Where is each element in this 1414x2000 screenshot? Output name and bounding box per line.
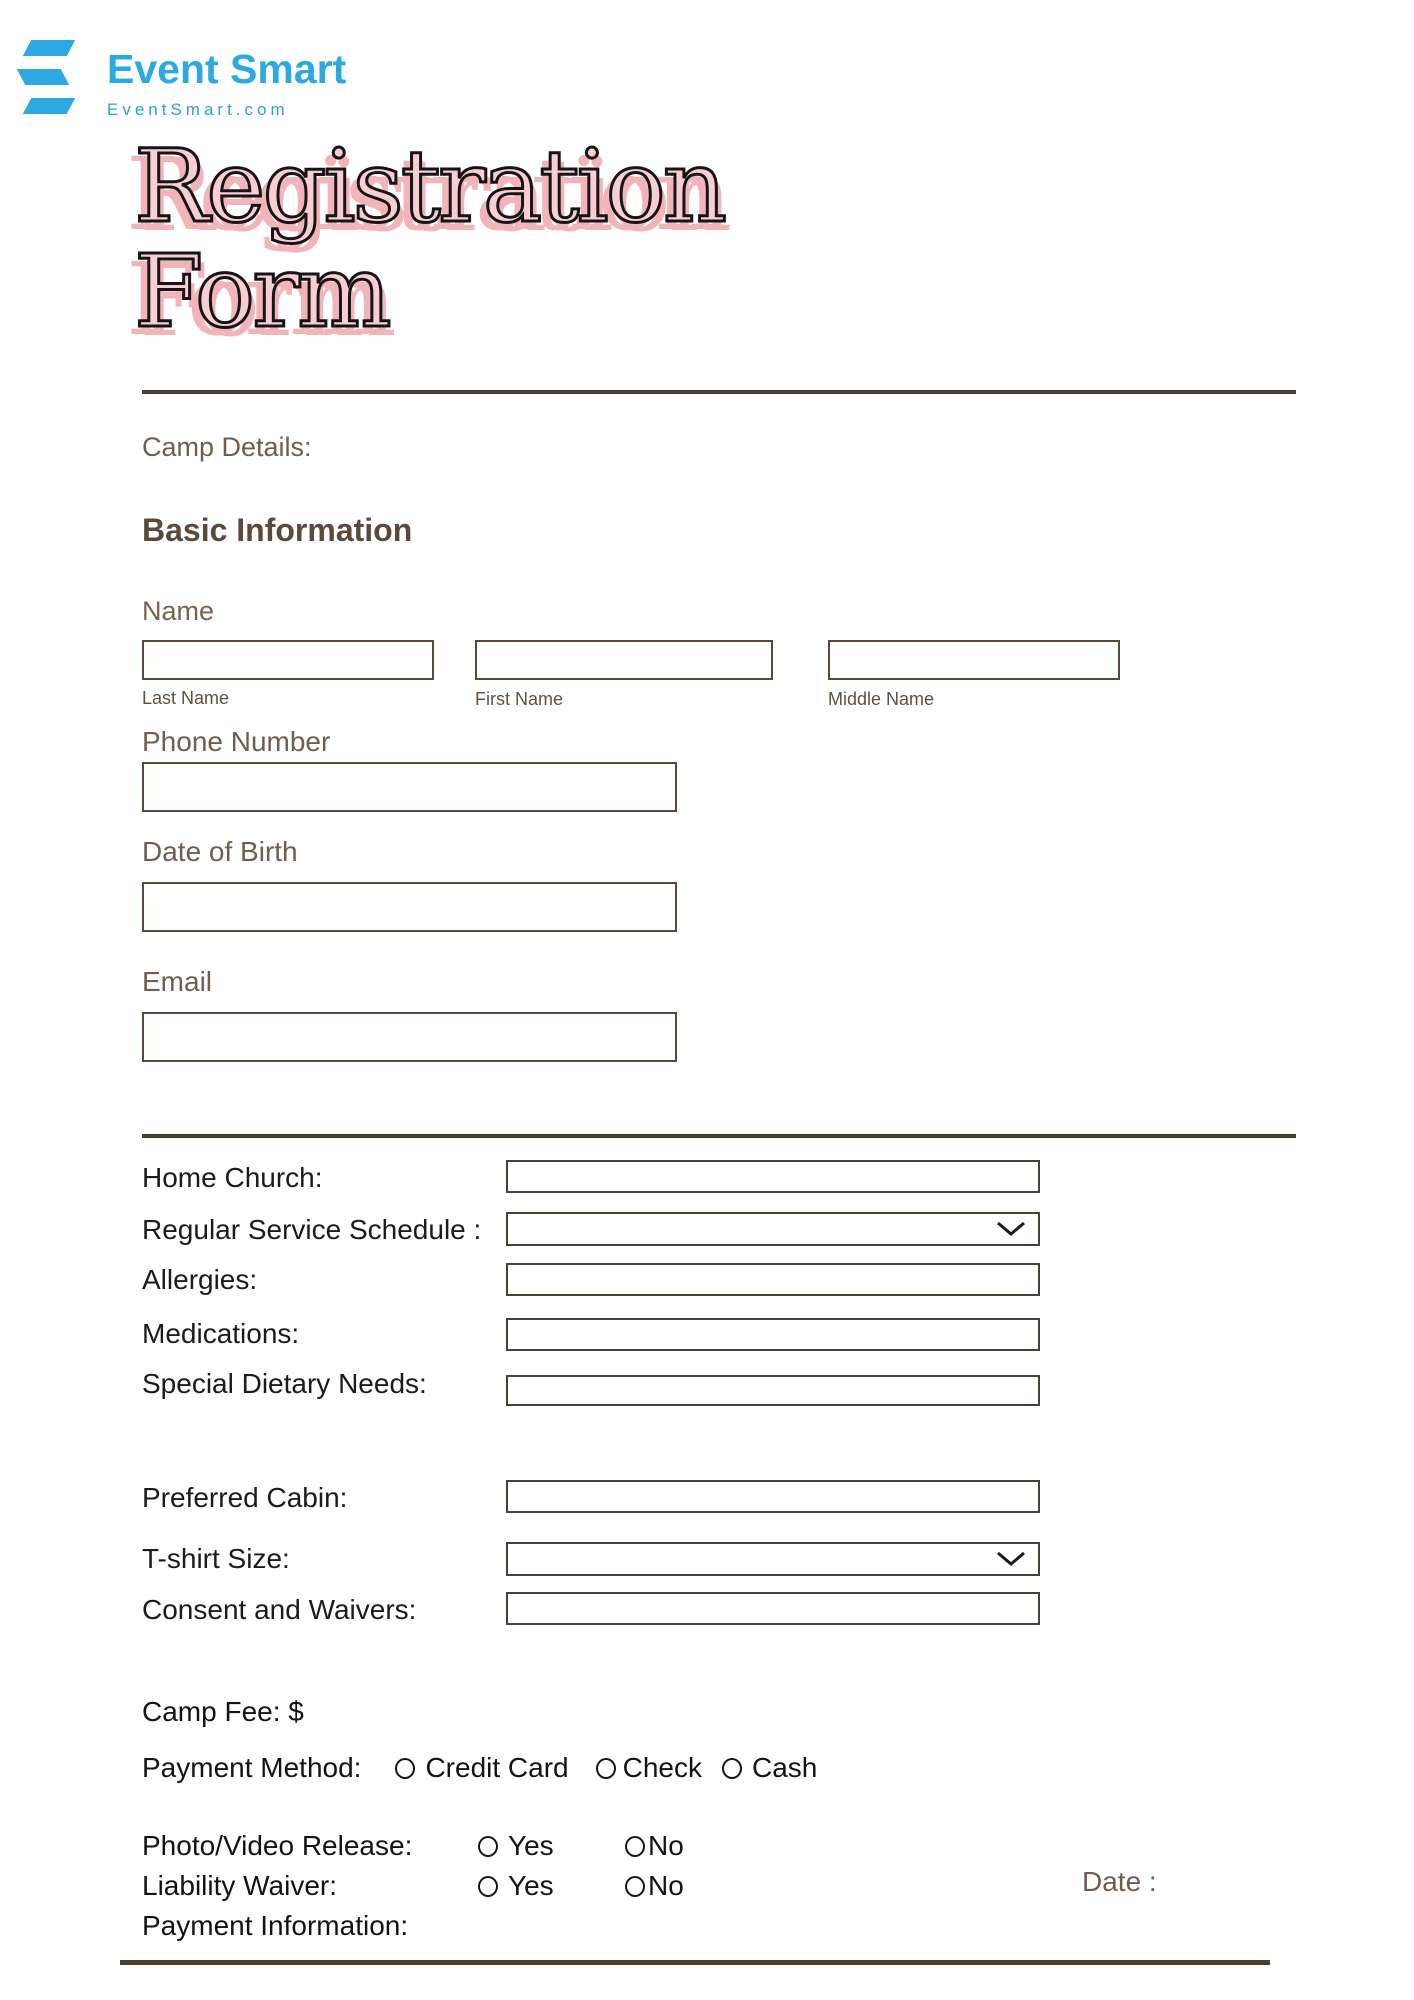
- special-dietary-needs-input[interactable]: [506, 1375, 1040, 1406]
- chevron-down-icon: [996, 1551, 1026, 1567]
- payment-option-check: [596, 1752, 702, 1784]
- consent-waivers-label: Consent and Waivers:: [142, 1594, 417, 1625]
- last-name-input[interactable]: [142, 640, 434, 680]
- camp-fee-label: Camp Fee: $: [142, 1696, 304, 1727]
- basic-information-heading: Basic Information: [142, 512, 413, 548]
- photo-release-yes-option: [478, 1830, 625, 1862]
- logo-bar-icon: [17, 69, 70, 85]
- photo-release-yes-radio[interactable]: [478, 1836, 498, 1857]
- liability-waiver-row: [142, 1866, 1296, 1906]
- liability-no-label: No: [648, 1870, 684, 1901]
- tshirt-size-label: T-shirt Size:: [142, 1543, 290, 1574]
- liability-no-radio[interactable]: [625, 1876, 645, 1897]
- medications-input[interactable]: [506, 1318, 1040, 1351]
- payment-option-credit-card: [395, 1752, 568, 1784]
- liability-yes-radio[interactable]: [478, 1876, 498, 1897]
- logo-bar-icon: [23, 40, 76, 56]
- brand-domain: EventSmart.com: [107, 100, 289, 119]
- liability-waiver-label: Liability Waiver:: [142, 1870, 338, 1901]
- chevron-down-icon: [996, 1221, 1026, 1237]
- allergies-label: Allergies:: [142, 1264, 258, 1295]
- camp-details-label: Camp Details:: [142, 432, 312, 462]
- event-smart-logo-icon: [19, 40, 75, 116]
- cash-radio[interactable]: [722, 1758, 742, 1779]
- regular-service-schedule-label: Regular Service Schedule :: [142, 1214, 482, 1245]
- date-of-birth-label: Date of Birth: [142, 836, 298, 867]
- photo-release-no-radio[interactable]: [625, 1836, 645, 1857]
- first-name-input[interactable]: [475, 640, 773, 680]
- middle-name-input[interactable]: [828, 640, 1120, 680]
- payment-information-row: [142, 1906, 408, 1946]
- preferred-cabin-input[interactable]: [506, 1480, 1040, 1513]
- credit-card-radio[interactable]: [395, 1758, 415, 1779]
- logo-bar-icon: [23, 98, 76, 114]
- allergies-input[interactable]: [506, 1263, 1040, 1296]
- cash-label: Cash: [752, 1752, 818, 1783]
- home-church-label: Home Church:: [142, 1162, 323, 1193]
- payment-method-label: Payment Method:: [142, 1752, 362, 1783]
- medications-label: Medications:: [142, 1318, 300, 1349]
- tshirt-size-select[interactable]: [506, 1542, 1040, 1576]
- payment-information-label: Payment Information:: [142, 1910, 409, 1941]
- check-radio[interactable]: [596, 1758, 616, 1779]
- bottom-divider: [120, 1960, 1270, 1965]
- middle-name-sublabel: Middle Name: [828, 689, 935, 709]
- page-title: [134, 128, 725, 350]
- special-dietary-needs-label: Special Dietary Needs:: [142, 1368, 427, 1399]
- phone-number-input[interactable]: [142, 762, 677, 812]
- regular-service-schedule-select[interactable]: [506, 1212, 1040, 1246]
- home-church-input[interactable]: [506, 1160, 1040, 1193]
- consent-waivers-input[interactable]: [506, 1592, 1040, 1625]
- first-name-sublabel: First Name: [475, 689, 564, 709]
- liability-yes-label: Yes: [508, 1870, 554, 1901]
- phone-number-label: Phone Number: [142, 726, 331, 757]
- last-name-sublabel: Last Name: [142, 688, 230, 708]
- check-label: Check: [622, 1752, 702, 1783]
- photo-release-yes-label: Yes: [508, 1830, 554, 1861]
- brand-block: [107, 46, 346, 120]
- middle-divider: [142, 1134, 1296, 1138]
- payment-method-row: [142, 1750, 817, 1786]
- email-input[interactable]: [142, 1012, 677, 1062]
- date-label: Date :: [1082, 1866, 1157, 1897]
- liability-no-option: [625, 1870, 684, 1902]
- top-divider: [142, 390, 1296, 394]
- photo-video-release-row: [142, 1826, 1296, 1866]
- brand-name: Event Smart: [107, 46, 347, 92]
- email-label: Email: [142, 966, 213, 997]
- page-title-line1: Registration: [134, 128, 725, 245]
- credit-card-label: Credit Card: [425, 1752, 569, 1783]
- date-of-birth-input[interactable]: [142, 882, 677, 932]
- page-title-line2: Form: [134, 233, 389, 350]
- photo-video-release-label: Photo/Video Release:: [142, 1830, 413, 1861]
- liability-yes-option: [478, 1870, 625, 1902]
- preferred-cabin-label: Preferred Cabin:: [142, 1482, 348, 1513]
- photo-release-no-label: No: [648, 1830, 684, 1861]
- name-label: Name: [142, 596, 215, 626]
- payment-option-cash: [722, 1752, 817, 1784]
- photo-release-no-option: [625, 1830, 684, 1862]
